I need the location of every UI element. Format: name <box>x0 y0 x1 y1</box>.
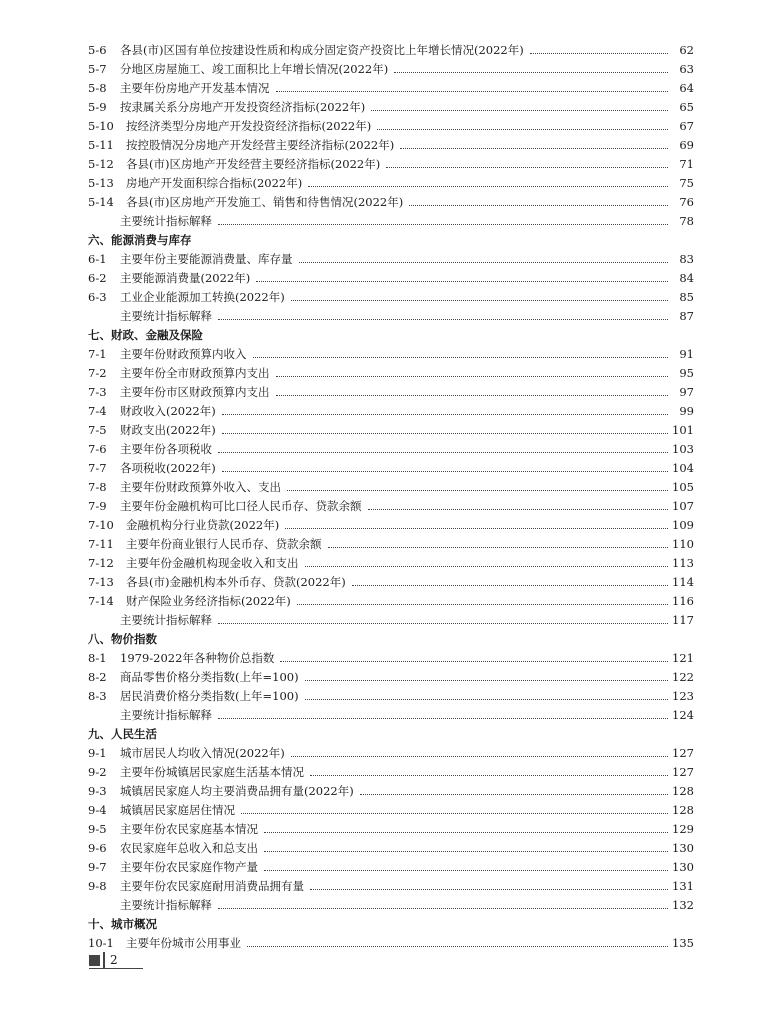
toc-entry-number: 7-11 <box>88 537 114 551</box>
toc-entry[interactable] <box>88 190 694 209</box>
toc-entry[interactable] <box>88 247 694 266</box>
toc-entry-title: 各县(市)区国有单位按建设性质和构成分固定资产投资比上年增长情况(2022年) <box>120 43 524 57</box>
toc-page-number: 129 <box>672 822 694 836</box>
dot-leader <box>310 889 668 890</box>
toc-page-number: 116 <box>672 594 694 608</box>
toc-entry[interactable] <box>88 703 694 722</box>
toc-page-number: 63 <box>679 62 694 76</box>
dot-leader <box>241 813 668 814</box>
dot-leader <box>276 91 669 92</box>
toc-page-number: 113 <box>672 556 694 570</box>
dot-leader <box>308 186 668 187</box>
toc-entry-number: 7-9 <box>88 499 107 513</box>
toc-entry-title: 各县(市)金融机构本外币存、贷款(2022年) <box>126 575 346 589</box>
toc-entry[interactable] <box>88 798 694 817</box>
dot-leader <box>394 72 668 73</box>
toc-entry-title: 主要能源消费量(2022年) <box>120 271 251 285</box>
toc-entry-number: 5-9 <box>88 100 107 114</box>
toc-entry-title: 主要年份农民家庭作物产量 <box>120 860 258 874</box>
toc-page-number: 121 <box>672 651 694 665</box>
toc-page-number: 69 <box>679 138 694 152</box>
toc-entry[interactable] <box>88 760 694 779</box>
toc-entry-title: 主要年份房地产开发基本情况 <box>120 81 270 95</box>
toc-entry-number: 9-7 <box>88 860 107 874</box>
dot-leader <box>256 281 668 282</box>
dot-leader <box>328 547 669 548</box>
dot-leader <box>299 262 669 263</box>
toc-entry[interactable] <box>88 152 694 171</box>
page-number: 2 <box>110 953 118 967</box>
toc-page-number: 110 <box>672 537 694 551</box>
toc-page-number: 101 <box>672 423 694 437</box>
toc-entry[interactable] <box>88 133 694 152</box>
toc-entry-title: 各项税收(2022年) <box>120 461 216 475</box>
toc-entry[interactable] <box>88 817 694 836</box>
toc-page-number: 99 <box>679 404 694 418</box>
toc-entry-title: 主要统计指标解释 <box>120 708 212 722</box>
toc-page-number: 84 <box>679 271 694 285</box>
toc-page-number: 62 <box>679 43 694 57</box>
toc-entry[interactable] <box>88 494 694 513</box>
toc-entry-title: 主要年份金融机构现金收入和支出 <box>126 556 299 570</box>
toc-entry-title: 主要年份财政预算外收入、支出 <box>120 480 281 494</box>
toc-entry-number: 5-7 <box>88 62 107 76</box>
toc-entry[interactable] <box>88 646 694 665</box>
toc-entry-number: 6-2 <box>88 271 107 285</box>
toc-entry[interactable] <box>88 95 694 114</box>
toc-entry-title: 主要年份农民家庭基本情况 <box>120 822 258 836</box>
section-title: 十、城市概况 <box>88 917 157 931</box>
toc-entry[interactable] <box>88 836 694 855</box>
toc-entry[interactable] <box>88 342 694 361</box>
toc-entry-title: 主要年份农民家庭耐用消费品拥有量 <box>120 879 304 893</box>
toc-entry[interactable] <box>88 931 694 950</box>
toc-entry-title: 主要年份商业银行人民币存、贷款余额 <box>126 537 322 551</box>
dot-leader <box>218 224 668 225</box>
toc-entry[interactable] <box>88 171 694 190</box>
toc-entry-number: 8-1 <box>88 651 107 665</box>
dot-leader <box>287 490 668 491</box>
toc-entry[interactable] <box>88 456 694 475</box>
toc-page-number: 127 <box>672 746 694 760</box>
dot-leader <box>276 395 669 396</box>
dot-leader <box>297 604 668 605</box>
dot-leader <box>305 566 669 567</box>
toc-entry-number: 7-8 <box>88 480 107 494</box>
toc-page-number: 78 <box>679 214 694 228</box>
toc-entry[interactable] <box>88 76 694 95</box>
toc-page-number: 135 <box>672 936 694 950</box>
dot-leader <box>377 129 668 130</box>
toc-entry[interactable] <box>88 874 694 893</box>
toc-entry-title: 工业企业能源加工转换(2022年) <box>120 290 285 304</box>
toc-entry-title: 主要统计指标解释 <box>120 898 212 912</box>
toc-entry-number: 9-3 <box>88 784 107 798</box>
toc-entry-number: 5-12 <box>88 157 114 171</box>
toc-entry-number: 7-4 <box>88 404 107 418</box>
toc-entry-number: 7-5 <box>88 423 107 437</box>
dot-leader <box>291 300 668 301</box>
toc-entry-number: 9-8 <box>88 879 107 893</box>
toc-entry[interactable] <box>88 209 694 228</box>
page-footer <box>89 952 118 968</box>
dot-leader <box>247 946 668 947</box>
footer-rule <box>89 968 143 969</box>
toc-page-number: 128 <box>672 784 694 798</box>
dot-leader <box>264 870 668 871</box>
toc-entry-title: 1979-2022年各种物价总指数 <box>120 651 275 665</box>
toc-section-heading <box>88 627 694 646</box>
footer-divider <box>103 952 105 968</box>
toc-entry[interactable] <box>88 570 694 589</box>
toc-page-number: 107 <box>672 499 694 513</box>
toc-page-number: 64 <box>679 81 694 95</box>
toc-entry[interactable] <box>88 437 694 456</box>
toc-entry[interactable] <box>88 855 694 874</box>
dot-leader <box>352 585 668 586</box>
toc-entry-title: 财政支出(2022年) <box>120 423 216 437</box>
toc-page-number: 122 <box>672 670 694 684</box>
dot-leader <box>530 53 668 54</box>
toc-page-number: 131 <box>672 879 694 893</box>
toc-entry[interactable] <box>88 589 694 608</box>
toc-page-number: 87 <box>679 309 694 323</box>
toc-page-number: 71 <box>679 157 694 171</box>
toc-entry-number: 6-1 <box>88 252 107 266</box>
dot-leader <box>400 148 668 149</box>
toc-entry-title: 按控股情况分房地产开发经营主要经济指标(2022年) <box>126 138 395 152</box>
toc-entry[interactable] <box>88 38 694 57</box>
toc-entry-number: 7-6 <box>88 442 107 456</box>
toc-page-number: 104 <box>672 461 694 475</box>
toc-entry[interactable] <box>88 551 694 570</box>
toc-page-number: 83 <box>679 252 694 266</box>
section-title: 九、人民生活 <box>88 727 157 741</box>
footer-square-mark <box>89 955 100 966</box>
toc-entry[interactable] <box>88 304 694 323</box>
toc-page-number: 132 <box>672 898 694 912</box>
toc-entry-number: 5-10 <box>88 119 114 133</box>
toc-entry[interactable] <box>88 475 694 494</box>
toc-entry[interactable] <box>88 665 694 684</box>
table-of-contents <box>88 38 694 950</box>
toc-entry[interactable] <box>88 741 694 760</box>
toc-entry-number: 9-6 <box>88 841 107 855</box>
toc-entry-number: 5-13 <box>88 176 114 190</box>
dot-leader <box>264 851 668 852</box>
toc-entry-title: 主要年份各项税收 <box>120 442 212 456</box>
toc-entry[interactable] <box>88 779 694 798</box>
toc-entry-number: 7-10 <box>88 518 114 532</box>
toc-entry-number: 8-2 <box>88 670 107 684</box>
toc-entry-number: 7-1 <box>88 347 107 361</box>
toc-entry-number: 9-2 <box>88 765 107 779</box>
toc-entry-title: 城镇居民家庭人均主要消费品拥有量(2022年) <box>120 784 354 798</box>
toc-page-number: 130 <box>672 860 694 874</box>
dot-leader <box>305 680 668 681</box>
toc-entry-title: 城镇居民家庭居住情况 <box>120 803 235 817</box>
toc-entry-title: 主要年份全市财政预算内支出 <box>120 366 270 380</box>
toc-page-number: 117 <box>672 613 694 627</box>
toc-entry-title: 商品零售价格分类指数(上年=100) <box>120 670 299 684</box>
dot-leader <box>310 775 668 776</box>
toc-entry-title: 主要年份主要能源消费量、库存量 <box>120 252 293 266</box>
toc-page-number: 128 <box>672 803 694 817</box>
toc-entry[interactable] <box>88 361 694 380</box>
toc-entry-title: 金融机构分行业贷款(2022年) <box>126 518 280 532</box>
toc-page-number: 103 <box>672 442 694 456</box>
dot-leader <box>291 756 668 757</box>
toc-entry-title: 各县(市)区房地产开发经营主要经济指标(2022年) <box>126 157 381 171</box>
toc-page-number: 65 <box>679 100 694 114</box>
toc-entry-number: 7-12 <box>88 556 114 570</box>
toc-entry-title: 房地产开发面积综合指标(2022年) <box>126 176 303 190</box>
toc-page-number: 127 <box>672 765 694 779</box>
toc-entry-number: 7-14 <box>88 594 114 608</box>
toc-page-number: 123 <box>672 689 694 703</box>
toc-entry[interactable] <box>88 57 694 76</box>
toc-entry-title: 主要统计指标解释 <box>120 214 212 228</box>
toc-section-heading <box>88 323 694 342</box>
dot-leader <box>222 414 668 415</box>
toc-entry-number: 5-8 <box>88 81 107 95</box>
section-title: 六、能源消费与库存 <box>88 233 192 247</box>
dot-leader <box>253 357 669 358</box>
dot-leader <box>371 110 668 111</box>
toc-entry-title: 财政收入(2022年) <box>120 404 216 418</box>
dot-leader <box>218 718 668 719</box>
toc-entry-title: 财产保险业务经济指标(2022年) <box>126 594 291 608</box>
toc-entry-title: 主要年份财政预算内收入 <box>120 347 247 361</box>
toc-page-number: 105 <box>672 480 694 494</box>
toc-entry[interactable] <box>88 513 694 532</box>
toc-entry[interactable] <box>88 893 694 912</box>
toc-page-number: 114 <box>672 575 694 589</box>
dot-leader <box>280 661 668 662</box>
dot-leader <box>368 509 669 510</box>
toc-entry[interactable] <box>88 418 694 437</box>
toc-page-number: 67 <box>679 119 694 133</box>
dot-leader <box>276 376 669 377</box>
toc-entry-title: 按隶属关系分房地产开发投资经济指标(2022年) <box>120 100 366 114</box>
dot-leader <box>222 433 668 434</box>
toc-page-number: 85 <box>679 290 694 304</box>
toc-entry-title: 农民家庭年总收入和总支出 <box>120 841 258 855</box>
toc-entry-number: 9-4 <box>88 803 107 817</box>
toc-entry-number: 10-1 <box>88 936 114 950</box>
dot-leader <box>218 908 668 909</box>
toc-entry[interactable] <box>88 608 694 627</box>
toc-section-heading <box>88 912 694 931</box>
toc-entry[interactable] <box>88 684 694 703</box>
toc-entry[interactable] <box>88 399 694 418</box>
toc-entry-title: 各县(市)区房地产开发施工、销售和待售情况(2022年) <box>126 195 404 209</box>
toc-entry[interactable] <box>88 114 694 133</box>
dot-leader <box>222 471 668 472</box>
toc-entry-title: 主要统计指标解释 <box>120 613 212 627</box>
toc-page-number: 124 <box>672 708 694 722</box>
toc-entry-number: 5-14 <box>88 195 114 209</box>
dot-leader <box>218 319 668 320</box>
dot-leader <box>305 699 668 700</box>
toc-entry-number: 5-11 <box>88 138 114 152</box>
toc-entry-number: 7-7 <box>88 461 107 475</box>
toc-entry-number: 7-3 <box>88 385 107 399</box>
toc-entry-title: 城市居民人均收入情况(2022年) <box>120 746 285 760</box>
toc-entry-title: 主要年份市区财政预算内支出 <box>120 385 270 399</box>
toc-section-heading <box>88 722 694 741</box>
section-title: 八、物价指数 <box>88 632 157 646</box>
toc-page-number: 75 <box>679 176 694 190</box>
toc-entry-number: 9-1 <box>88 746 107 760</box>
toc-entry-title: 居民消费价格分类指数(上年=100) <box>120 689 299 703</box>
dot-leader <box>409 205 668 206</box>
section-title: 七、财政、金融及保险 <box>88 328 203 342</box>
toc-page-number: 91 <box>679 347 694 361</box>
dot-leader <box>285 528 668 529</box>
toc-page-number: 130 <box>672 841 694 855</box>
toc-entry-title: 主要统计指标解释 <box>120 309 212 323</box>
toc-page-number: 97 <box>679 385 694 399</box>
toc-entry-number: 9-5 <box>88 822 107 836</box>
toc-section-heading <box>88 228 694 247</box>
toc-entry-title: 主要年份金融机构可比口径人民币存、贷款余额 <box>120 499 362 513</box>
toc-entry-number: 7-2 <box>88 366 107 380</box>
toc-page-number: 76 <box>679 195 694 209</box>
toc-entry[interactable] <box>88 532 694 551</box>
toc-entry[interactable] <box>88 380 694 399</box>
toc-entry-title: 主要年份城镇居民家庭生活基本情况 <box>120 765 304 779</box>
toc-entry-number: 6-3 <box>88 290 107 304</box>
dot-leader <box>218 452 668 453</box>
dot-leader <box>218 623 668 624</box>
toc-entry-number: 5-6 <box>88 43 107 57</box>
dot-leader <box>264 832 668 833</box>
toc-entry-title: 按经济类型分房地产开发投资经济指标(2022年) <box>126 119 372 133</box>
dot-leader <box>386 167 668 168</box>
dot-leader <box>360 794 668 795</box>
toc-entry-title: 主要年份城市公用事业 <box>126 936 241 950</box>
toc-page-number: 95 <box>679 366 694 380</box>
toc-entry[interactable] <box>88 285 694 304</box>
toc-entry[interactable] <box>88 266 694 285</box>
toc-entry-number: 8-3 <box>88 689 107 703</box>
toc-entry-number: 7-13 <box>88 575 114 589</box>
toc-page-number: 109 <box>672 518 694 532</box>
toc-entry-title: 分地区房屋施工、竣工面积比上年增长情况(2022年) <box>120 62 389 76</box>
